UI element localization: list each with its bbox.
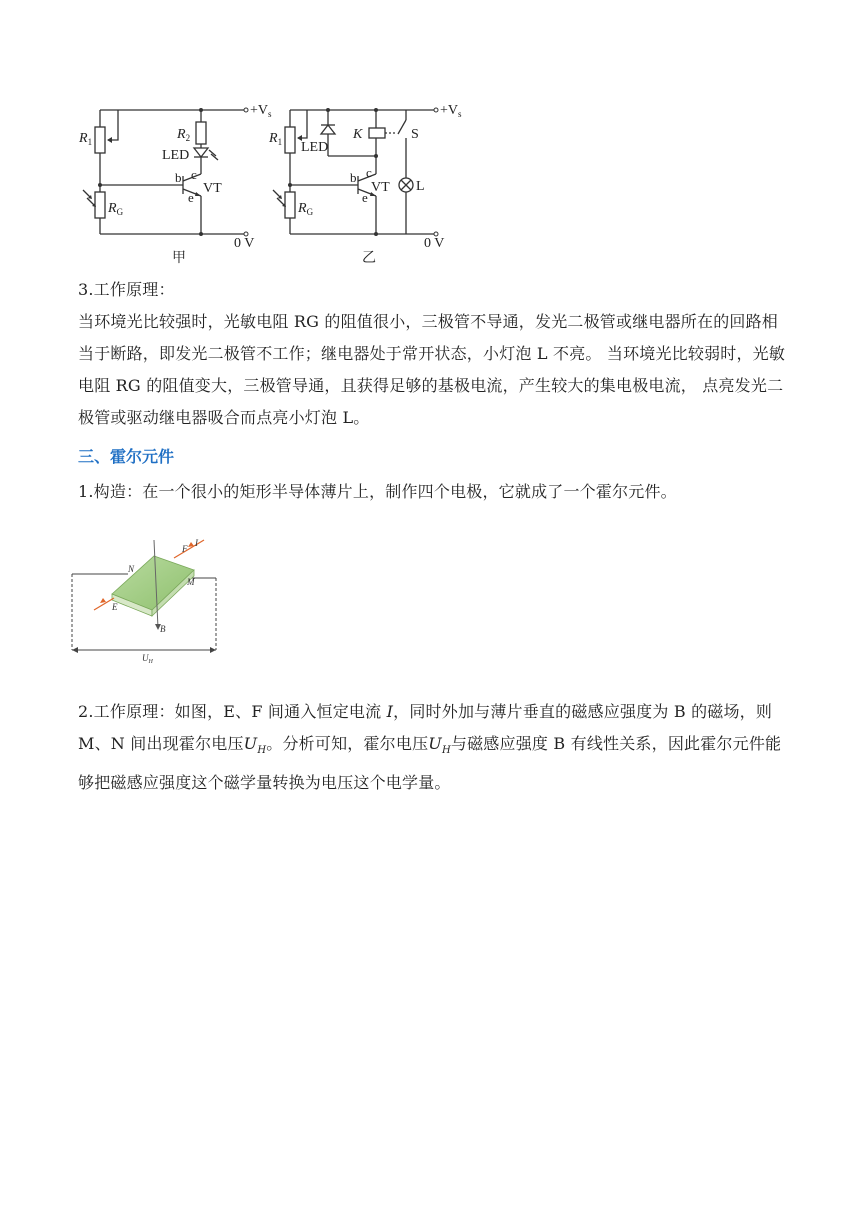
circuit-left [83,108,248,236]
label-0v-left: 0 V [234,236,255,251]
label-b-left: b [175,170,182,185]
hall-heading: 三、霍尔元件 [78,447,175,466]
principle-part4: 与磁感应强度 B 有线性关系，因此霍尔元件能够把磁感应强度这个磁学量转换为电压这个电学量。 [78,734,782,793]
label-rg-left: $R_G$ [108,201,124,217]
principle-text [78,696,786,799]
label-0v-right: 0 V [424,236,445,251]
label-e-left: e [188,190,194,205]
label-l: L [416,179,425,194]
relay-coil-k [369,128,385,138]
hall-element-figure [54,530,234,670]
hall-label-b: B [160,624,166,634]
resistor-r2 [196,122,206,144]
label-vs-right: $+V_s$ [440,103,462,119]
principle-current-symbol: I [386,702,394,721]
section3-title: 3.工作原理： [78,280,175,299]
label-vt-right: VT [371,180,390,195]
hall-label-uh: $U_H$ [142,653,153,665]
label-vs-left: $+V_s$ [250,103,272,119]
label-c-right: c [366,165,372,180]
circuit-diagrams [70,94,480,270]
label-c-left: c [191,167,197,182]
label-led-left: LED [162,148,190,163]
caption-right: 乙 [362,251,376,266]
label-k: K [353,127,363,142]
hall-label-m: M [187,577,195,587]
label-r2: $R_2$ [177,127,191,143]
hall-label-e: E [112,602,118,612]
construction-text: 1.构造：在一个很小的矩形半导体薄片上，制作四个电极，它就成了一个霍尔元件。 [78,482,677,501]
hall-label-n: N [128,564,135,574]
principle-part1: 2.工作原理：如图，E、F 间通入恒定电流 [78,702,387,721]
hall-label-f: F [182,544,188,554]
principle-uh-symbol-2: $U_H$ [428,734,451,757]
principle-part3: 。分析可知，霍尔电压 [266,734,429,753]
label-rg-right: $R_G$ [298,201,314,217]
section3-text: 当环境光比较强时，光敏电阻 RG 的阻值很小，三极管不导通，发光二极管或继电器所在的回路相当于断路，即发光二极管不工作；继电器处于常开状态，小灯泡 L 不亮。 当环境光比较弱时，光敏电阻 RG 的阻值变大，三极管导通，且获得足够的基极电流，产生较大的集电极电流， 点亮发光二极管或驱动继电器吸合而点亮小灯泡 L。 [78,312,786,427]
principle-uh-symbol: $U_H$ [243,734,267,757]
photoresistor-rg-right [285,192,295,218]
hall-label-i: I [195,538,198,548]
label-r1-right: $R_1$ [269,131,283,147]
label-led-right: LED [301,140,329,155]
label-vt-left: VT [203,181,222,196]
resistor-r1-right [285,127,295,153]
label-s: S [411,127,419,142]
label-e-right: e [362,190,368,205]
principle-part2: ，同时外加与薄片垂直的磁感应强度为 B 的磁场，则 M、N 间出现霍尔电压 [78,702,773,753]
label-b-right: b [350,170,357,185]
caption-left: 甲 [172,251,186,266]
semiconductor-plate [112,556,194,616]
resistor-r1 [95,127,105,153]
photoresistor-rg [95,192,105,218]
label-r1-left: $R_1$ [79,131,93,147]
